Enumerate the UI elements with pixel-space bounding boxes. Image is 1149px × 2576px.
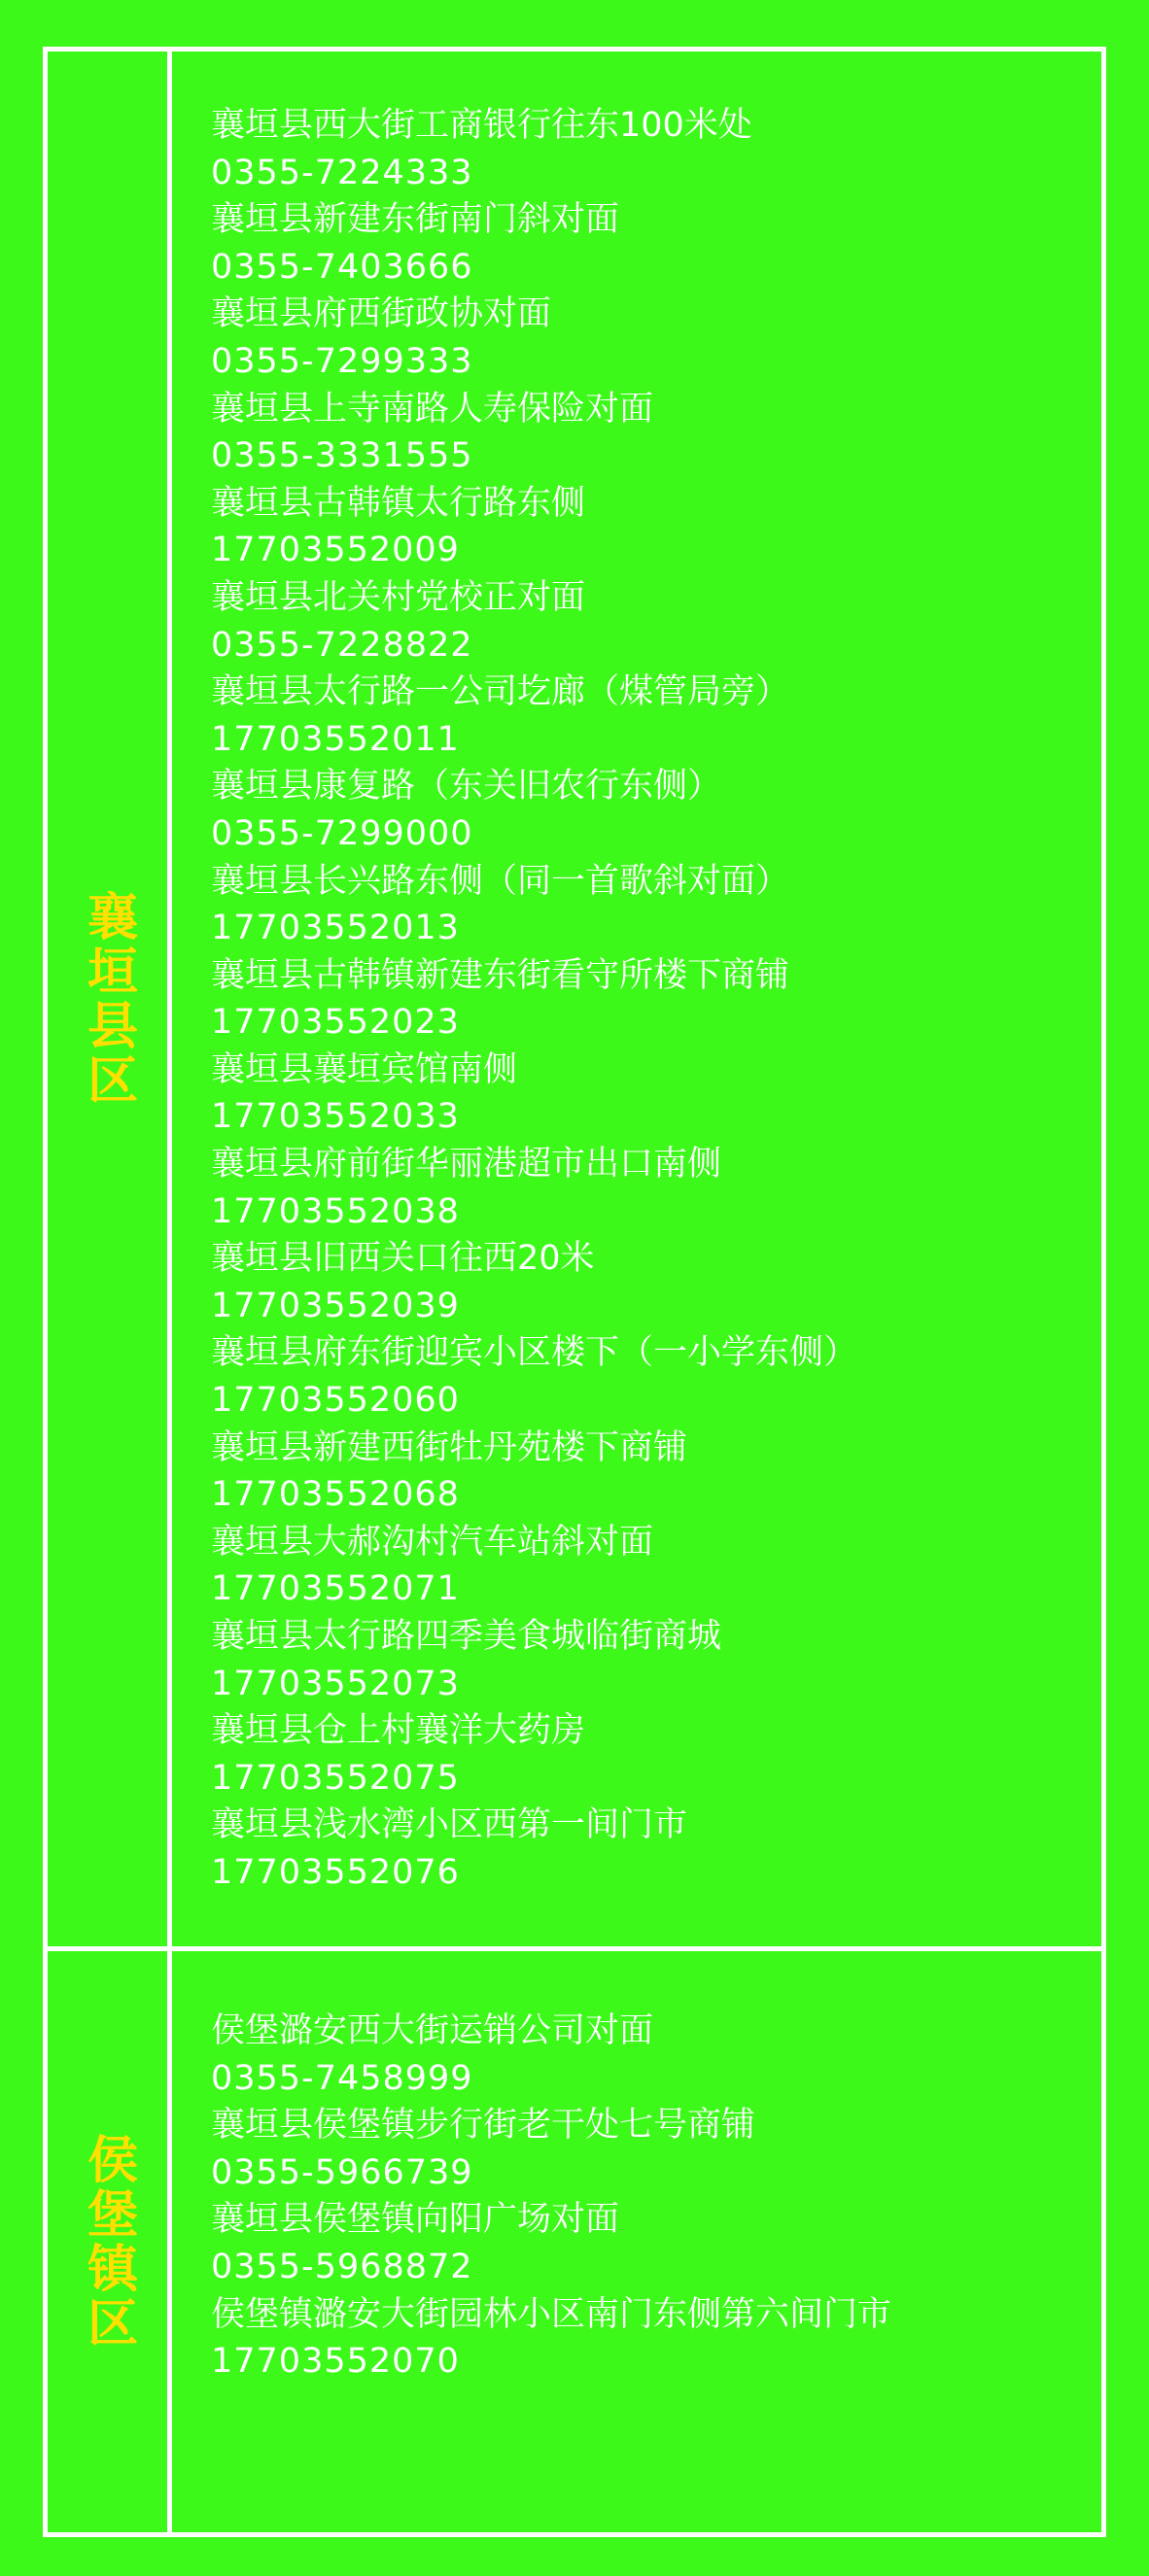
- list-item: [211, 574, 1086, 669]
- entry-phone: 0355-7403666: [211, 247, 473, 287]
- section-entries: [172, 52, 1101, 1946]
- list-item: [211, 1425, 1086, 1519]
- entry-phone: 17703552076: [211, 1852, 460, 1892]
- list-item: [211, 386, 1086, 480]
- entry-address: 襄垣县新建西街牡丹苑楼下商铺: [211, 1427, 688, 1467]
- section-label: 襄垣县区: [78, 890, 137, 1108]
- entry-phone: 17703552070: [211, 2342, 460, 2382]
- section-houbao-town: [48, 1946, 1101, 2532]
- entry-address: 襄垣县上寺南路人寿保险对面: [211, 389, 654, 429]
- entry-address: 襄垣县襄垣宾馆南侧: [211, 1049, 518, 1089]
- list-item: [211, 102, 1086, 196]
- entry-phone: 17703552039: [211, 1286, 460, 1325]
- entry-address: 襄垣县太行路一公司圪廊（煤管局旁）: [211, 672, 790, 712]
- entry-phone: 0355-7299333: [211, 341, 473, 381]
- entry-address: 侯堡镇潞安大街园林小区南门东侧第六间门市: [211, 2294, 892, 2334]
- entry-address: 侯堡潞安西大街运销公司对面: [211, 2011, 654, 2050]
- list-item: [211, 1329, 1086, 1424]
- entry-address: 襄垣县侯堡镇向阳广场对面: [211, 2200, 620, 2240]
- entry-address: 襄垣县长兴路东侧（同一首歌斜对面）: [211, 861, 790, 901]
- section-label: 侯堡镇区: [78, 2133, 137, 2351]
- entry-phone: 17703552023: [211, 1003, 460, 1043]
- list-item: [211, 196, 1086, 291]
- entry-phone: 0355-5966739: [211, 2152, 473, 2192]
- list-item: [211, 2196, 1086, 2290]
- list-item: [211, 2291, 1086, 2386]
- entry-address: 襄垣县太行路四季美食城临街商城: [211, 1617, 722, 1656]
- list-item: [211, 480, 1086, 574]
- entry-address: 襄垣县大郝沟村汽车站斜对面: [211, 1522, 654, 1562]
- entry-phone: 0355-7228822: [211, 625, 473, 665]
- entry-address: 襄垣县西大街工商银行往东100米处: [211, 106, 752, 145]
- entry-address: 襄垣县古韩镇太行路东侧: [211, 483, 586, 523]
- entry-phone: 0355-7224333: [211, 153, 473, 192]
- entry-phone: 17703552038: [211, 1191, 460, 1231]
- entry-phone: 17703552075: [211, 1758, 460, 1798]
- list-item: [211, 2102, 1086, 2196]
- list-item: [211, 1613, 1086, 1707]
- list-item: [211, 669, 1086, 763]
- entry-address: 襄垣县康复路（东关旧农行东侧）: [211, 767, 722, 807]
- list-item: [211, 1802, 1086, 1896]
- list-item: [211, 1047, 1086, 1141]
- entry-address: 襄垣县北关村党校正对面: [211, 577, 586, 617]
- section-label-cell: [48, 1951, 172, 2532]
- section-entries: [172, 1951, 1101, 2532]
- entry-phone: 0355-7299000: [211, 813, 473, 853]
- entry-phone: 17703552013: [211, 909, 460, 948]
- entry-phone: 17703552060: [211, 1381, 460, 1421]
- entry-address: 襄垣县府东街迎宾小区楼下（一小学东侧）: [211, 1333, 858, 1373]
- list-item: [211, 1707, 1086, 1802]
- section-label-cell: [48, 52, 172, 1946]
- list-item: [211, 2008, 1086, 2102]
- list-item: [211, 858, 1086, 952]
- entry-address: 襄垣县古韩镇新建东街看守所楼下商铺: [211, 955, 790, 995]
- entry-address: 襄垣县浅水湾小区西第一间门市: [211, 1805, 688, 1845]
- list-item: [211, 1141, 1086, 1235]
- entry-phone: 17703552068: [211, 1475, 460, 1515]
- list-item: [211, 952, 1086, 1047]
- list-item: [211, 1519, 1086, 1613]
- list-item: [211, 1235, 1086, 1329]
- list-item: [211, 763, 1086, 857]
- entry-address: 襄垣县新建东街南门斜对面: [211, 200, 620, 240]
- entry-address: 襄垣县旧西关口往西20米: [211, 1239, 595, 1279]
- entry-phone: 0355-7458999: [211, 2058, 473, 2098]
- entry-phone: 17703552011: [211, 719, 460, 759]
- section-xiangyuan-county: [48, 52, 1101, 1946]
- entry-address: 襄垣县侯堡镇步行街老干处七号商铺: [211, 2106, 756, 2146]
- entry-phone: 0355-5968872: [211, 2247, 473, 2286]
- list-item: [211, 291, 1086, 385]
- entry-address: 襄垣县府西街政协对面: [211, 294, 552, 334]
- entry-address: 襄垣县府前街华丽港超市出口南侧: [211, 1145, 722, 1185]
- entry-phone: 0355-3331555: [211, 436, 473, 476]
- entry-address: 襄垣县仓上村襄洋大药房: [211, 1711, 586, 1751]
- entry-phone: 17703552071: [211, 1569, 460, 1609]
- entry-phone: 17703552033: [211, 1097, 460, 1137]
- locations-table: [43, 47, 1106, 2537]
- entry-phone: 17703552009: [211, 531, 460, 570]
- entry-phone: 17703552073: [211, 1664, 460, 1703]
